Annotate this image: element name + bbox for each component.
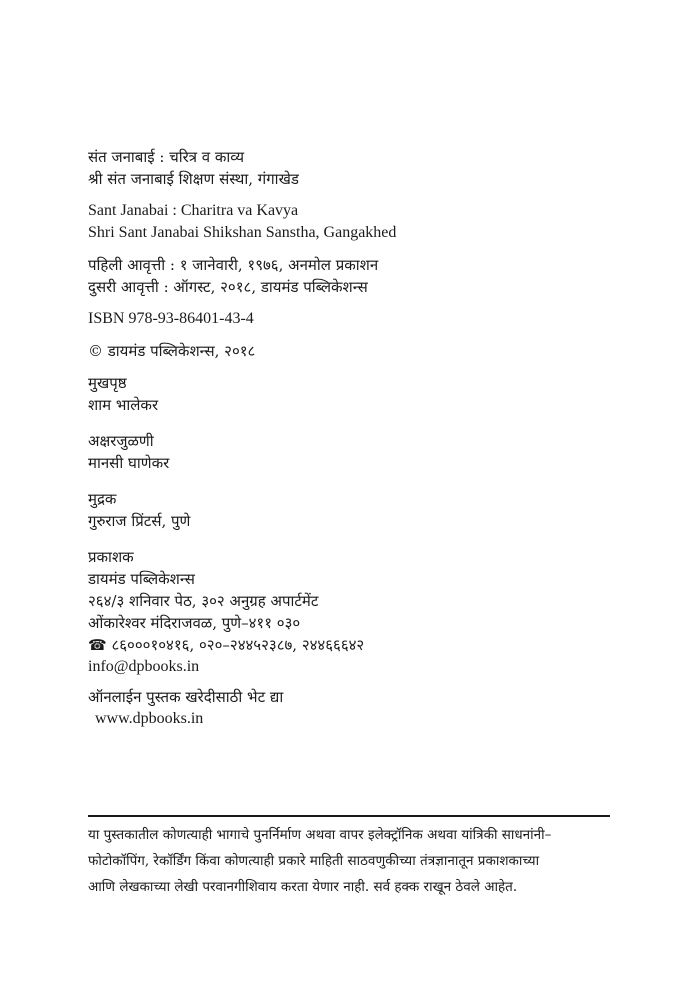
website-link[interactable]: www.dpbooks.in <box>95 710 204 727</box>
typesetting-label: अक्षरजुळणी <box>88 432 154 450</box>
printer-name: गुरुराज प्रिंटर्स, पुणे <box>88 512 191 530</box>
english-title-block <box>88 200 610 244</box>
cover-credit <box>88 372 610 416</box>
online-label: ऑनलाईन पुस्तक खरेदीसाठी भेट द्या <box>88 688 284 706</box>
institution-english: Shri Sant Janabai Shikshan Sanstha, Gangakhed <box>88 224 397 241</box>
copyright: © डायमंड पब्लिकेशन्स, २०१८ <box>88 342 256 360</box>
rights-notice <box>88 822 628 900</box>
rights-notice-line2: फोटोकॉपिंग, रेकॉर्डिंग किंवा कोणत्याही प्रकारे माहिती साठवणुकीच्या तंत्रज्ञानातून प्रकाशकाच्या <box>88 853 540 869</box>
online-block <box>88 686 610 730</box>
marathi-title-block <box>88 146 610 190</box>
editions-block <box>88 254 610 298</box>
publisher-phone: ☎ ८६०००१०४१६, ०२०–२४४५२३८७, २४४६६६४२ <box>88 636 365 654</box>
publisher-block <box>88 546 610 678</box>
cover-label: मुखपृष्ठ <box>88 374 127 392</box>
divider-rule <box>88 815 610 817</box>
publisher-label: प्रकाशक <box>88 548 134 566</box>
second-edition: दुसरी आवृत्ती : ऑगस्ट, २०१८, डायमंड पब्लिकेशन्स <box>88 278 368 296</box>
printer-label: मुद्रक <box>88 490 117 508</box>
rights-notice-line3: आणि लेखकाच्या लेखी परवानगीशिवाय करता येणार नाही. सर्व हक्क राखून ठेवले आहेत. <box>88 879 518 895</box>
publisher-address-line2: ओंकारेश्वर मंदिराजवळ, पुणे–४११ ०३० <box>88 614 301 632</box>
typesetting-credit <box>88 430 610 474</box>
typesetter: मानसी घाणेकर <box>88 454 170 472</box>
cover-artist: शाम भालेकर <box>88 396 159 414</box>
publisher-email[interactable]: info@dpbooks.in <box>88 658 200 675</box>
institution-marathi: श्री संत जनाबाई शिक्षण संस्था, गंगाखेड <box>88 170 299 188</box>
isbn-block <box>88 308 610 330</box>
imprint-page <box>88 146 610 740</box>
rights-notice-line1: या पुस्तकातील कोणत्याही भागाचे पुनर्निर्माण अथवा वापर इलेक्ट्रॉनिक अथवा यांत्रिकी साधनांनी– <box>88 827 552 843</box>
book-title-english: Sant Janabai : Charitra va Kavya <box>88 202 299 219</box>
publisher-address-line1: २६४/३ शनिवार पेठ, ३०२ अनुग्रह अपार्टमेंट <box>88 592 319 610</box>
first-edition: पहिली आवृत्ती : १ जानेवारी, १९७६, अनमोल प्रकाशन <box>88 256 379 274</box>
copyright-block <box>88 340 610 362</box>
publisher-name: डायमंड पब्लिकेशन्स <box>88 570 195 588</box>
isbn: ISBN 978-93-86401-43-4 <box>88 310 254 327</box>
printer-credit <box>88 488 610 532</box>
book-title-marathi: संत जनाबाई : चरित्र व काव्य <box>88 148 245 166</box>
